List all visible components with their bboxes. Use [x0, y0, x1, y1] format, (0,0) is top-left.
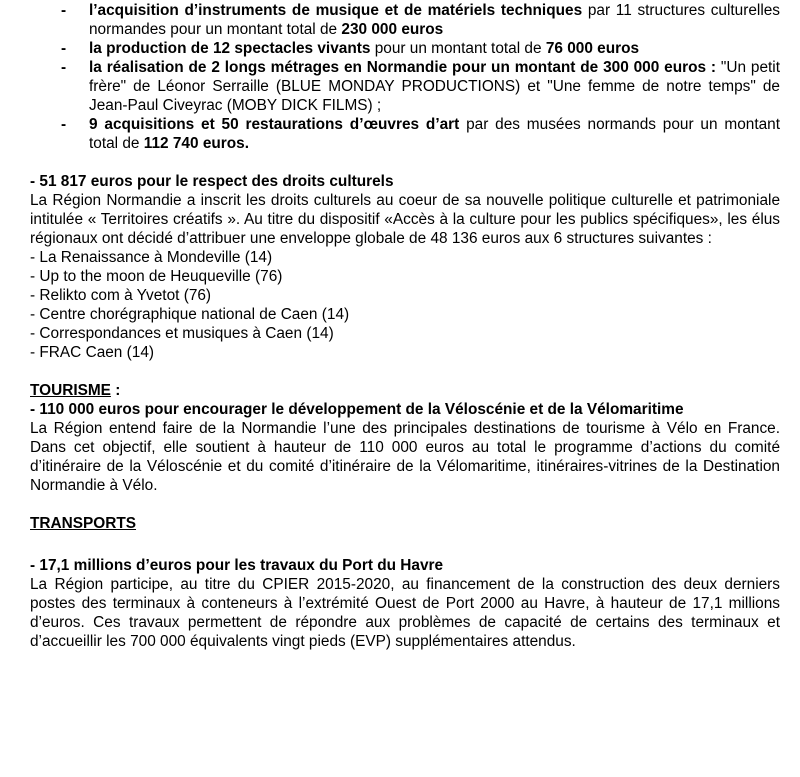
- bullet-dash: -: [61, 40, 67, 57]
- bullet-text: "Un petit frère" de Léonor Serraille (BLUE MONDAY PRODUCTIONS) et "Une femme de notre temps" de Jean-Paul Civeyrac (MOBY DICK FILMS) ;: [89, 59, 781, 114]
- bullet-amount: 76 000 euros: [545, 40, 640, 57]
- transports-paragraph: La Région participe, au titre du CPIER 2015-2020, au financement de la construction des deux derniers postes des terminaux à conteneurs à l’extrémité Ouest de Port 2000 au Havre, à hauteur de 17,1 millions d’euros. Ces travaux permettent de répondre aux problèmes de capacité de certains des terminaux et d’accueillir les 700 000 équivalents vingt pieds (EVP) supplémentaires attendus.: [30, 576, 780, 650]
- bullet-lead: la réalisation de 2 longs métrages en Normandie pour un montant de 300 000 euros :: [89, 59, 717, 76]
- bullet-dash: -: [61, 59, 67, 76]
- droits-culturels-paragraph: La Région Normandie a inscrit les droits culturels au coeur de sa nouvelle politique culturelle et patrimoniale intitulée « Territoires créatifs ». Au titre du dispositif «Accès à la culture pour les publics spécifiques», les élus régionaux ont décidé d’attribuer une enveloppe globale de 48 136 euros aux 6 structures suivantes :: [30, 192, 780, 247]
- bullet-amount: 112 740 euros.: [143, 135, 250, 152]
- structures-list: [30, 248, 780, 362]
- bullet-text: pour un montant total de: [370, 40, 546, 57]
- list-item: - Up to the moon de Heuqueville (76): [30, 268, 283, 285]
- list-item: - Relikto com à Yvetot (76): [30, 287, 212, 304]
- bullet-spectacles: [30, 39, 780, 58]
- droits-culturels-title: - 51 817 euros pour le respect des droits culturels: [30, 173, 394, 190]
- bullet-longs-metrages: [30, 58, 780, 115]
- transports-title: - 17,1 millions d’euros pour les travaux du Port du Havre: [30, 557, 444, 574]
- tourisme-heading-line: [30, 381, 780, 400]
- bullet-lead: l’acquisition d’instruments de musique et de matériels techniques: [89, 2, 583, 19]
- bullet-lead: 9 acquisitions et 50 restaurations d’œuvres d’art: [89, 116, 460, 133]
- bullet-text: par des musées normands pour un montant total de: [89, 116, 780, 152]
- transports-heading: TRANSPORTS: [30, 515, 137, 532]
- tourisme-title: - 110 000 euros pour encourager le développement de la Véloscénie et de la Vélomaritime: [30, 401, 684, 418]
- list-item: - Correspondances et musiques à Caen (14): [30, 325, 334, 342]
- bullet-text: par 11 structures culturelles normandes pour un montant total de: [89, 2, 780, 38]
- bullet-dash: -: [61, 116, 67, 133]
- bullet-instruments: [30, 1, 780, 39]
- bullet-amount: 230 000 euros: [341, 21, 444, 38]
- list-item: - FRAC Caen (14): [30, 344, 155, 361]
- tourisme-heading: TOURISME: [30, 382, 111, 399]
- bullet-acquisitions: [30, 115, 780, 153]
- bullet-dash: -: [61, 2, 67, 19]
- bullet-lead: la production de 12 spectacles vivants: [89, 40, 371, 57]
- document-page: [30, 0, 780, 651]
- tourisme-paragraph: La Région entend faire de la Normandie l’une des principales destinations de tourisme à Vélo en France. Dans cet objectif, elle soutient à hauteur de 110 000 euros au total le programme d’actions du comité d’itinéraire de la Véloscénie et du comité d’itinéraire de la Vélomaritime, itinéraires-vitrines de la Destination Normandie à Vélo.: [30, 420, 780, 494]
- list-item: - La Renaissance à Mondeville (14): [30, 249, 273, 266]
- tourisme-heading-suffix: :: [110, 382, 121, 399]
- list-item: - Centre chorégraphique national de Caen (14): [30, 306, 350, 323]
